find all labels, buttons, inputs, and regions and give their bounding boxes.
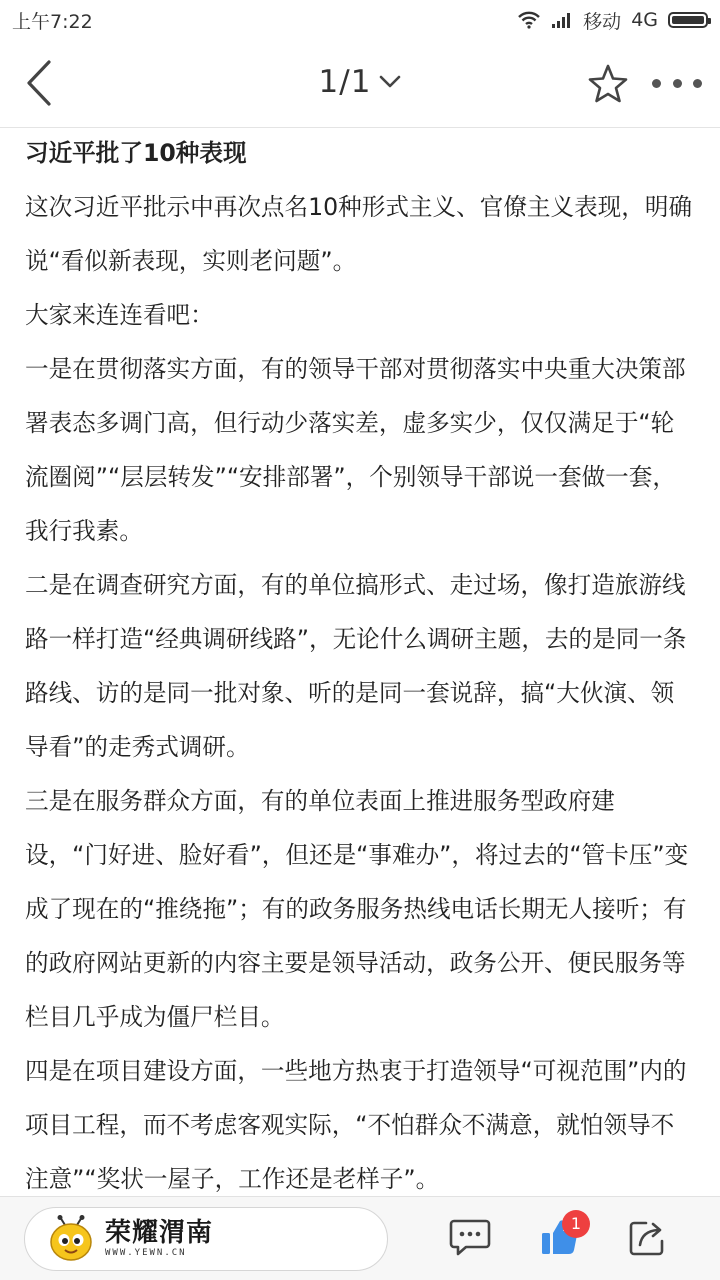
comment-button[interactable] — [448, 1215, 492, 1259]
brand-name: 荣耀渭南 — [105, 1218, 214, 1248]
bottom-action-bar — [0, 1196, 720, 1280]
comment-icon — [449, 1217, 491, 1257]
top-nav-bar — [0, 40, 720, 128]
brand-banner[interactable] — [24, 1207, 388, 1271]
bee-logo-icon — [47, 1215, 97, 1263]
article-paragraph: 二是在调查研究方面，有的单位搞形式、走过场，像打造旅游线路一样打造“经典调研线路”，无论什么调研主题，去的是同一条路线、访的是同一批对象、听的是同一套说辞，搞“大伙演、领导看”的走秀式调研。 — [25, 571, 687, 761]
like-count-badge: 1 — [562, 1210, 590, 1238]
article-title: 习近平批了10种表现 — [25, 139, 247, 167]
more-button[interactable] — [652, 66, 702, 100]
article-paragraph: 大家来连连看吧： — [25, 301, 214, 329]
network-label: 4G — [631, 9, 658, 31]
chevron-down-icon — [379, 75, 401, 89]
share-icon — [628, 1217, 668, 1257]
status-time: 上午7:22 — [12, 10, 93, 33]
favorite-button[interactable] — [586, 62, 630, 106]
battery-icon — [668, 12, 708, 28]
article-paragraph: 这次习近平批示中再次点名10种形式主义、官僚主义表现，明确说“看似新表现，实则老问题”。 — [25, 193, 693, 275]
share-button[interactable] — [626, 1215, 670, 1259]
carrier-label: 移动 — [583, 10, 622, 33]
wifi-icon — [517, 11, 541, 29]
page-indicator: 1/1 — [318, 64, 372, 100]
article-paragraph: 三是在服务群众方面，有的单位表面上推进服务型政府建设，“门好进、脸好看”，但还是“事难办”，将过去的“管卡压”变成了现在的“推绕拖”；有的政务服务热线电话长期无人接听；有的政府网站更新的内容主要是领导活动，政务公开、便民服务等栏目几乎成为僵尸栏目。 — [25, 787, 689, 1031]
signal-icon — [551, 11, 573, 29]
article-body — [25, 132, 697, 1206]
more-icon — [652, 79, 661, 88]
article-paragraph: 四是在项目建设方面，一些地方热衷于打造领导“可视范围”内的项目工程，而不考虑客观实际，“不怕群众不满意，就怕领导不注意”“奖状一屋子，工作还是老样子”。 — [25, 1057, 687, 1193]
brand-url: WWW.YEWN.CN — [105, 1248, 187, 1258]
star-icon — [586, 62, 630, 106]
article-paragraph: 一是在贯彻落实方面，有的领导干部对贯彻落实中央重大决策部署表态多调门高，但行动少落实差，虚多实少，仅仅满足于“轮流圈阅”“层层转发”“安排部署”，个别领导干部说一套做一套，我行我素。 — [25, 355, 686, 545]
status-bar — [0, 0, 720, 40]
